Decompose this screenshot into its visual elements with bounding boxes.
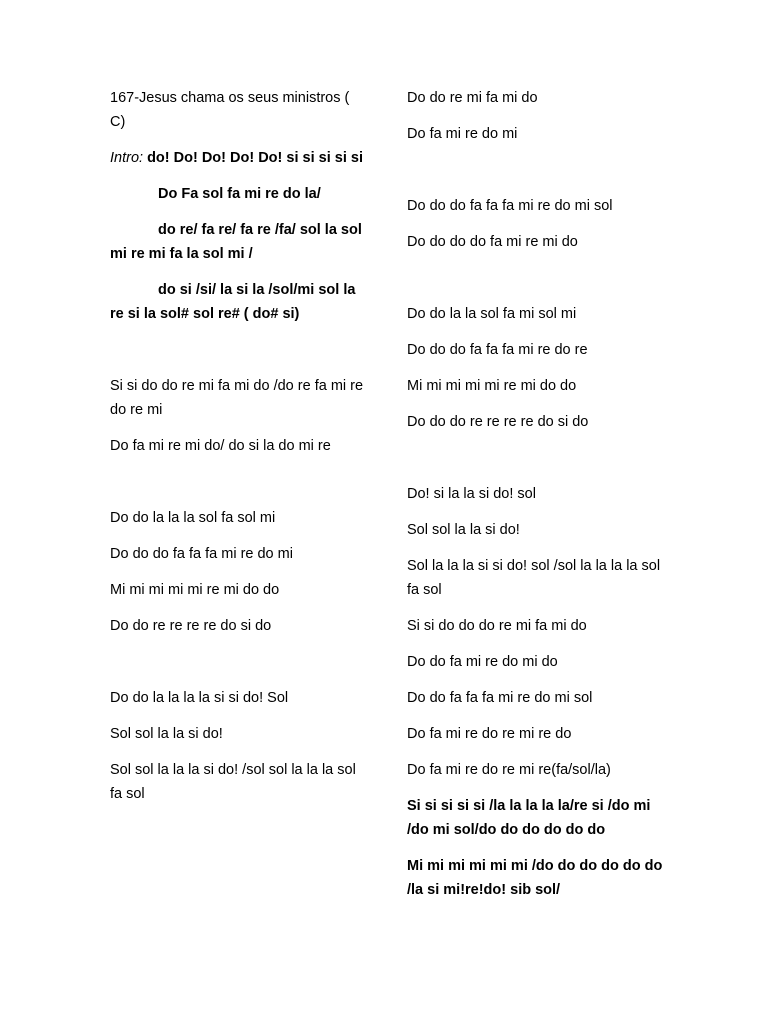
notation-line: Do do la la la sol fa sol mi [110,510,276,526]
notation-line: do re/ fa re/ fa re /fa/ sol la sol mi re mi fa la sol mi / [110,222,362,262]
notation-line: Do do la la la la si si do! Sol [110,690,289,706]
notation-line: Do do re re re re do si do [110,618,272,634]
notation-line: Sol sol la la si do! [110,726,223,742]
notation-line: Si si si si si /la la la la la/re si /do mi /do mi sol/do do do do do do [407,798,651,838]
notation-line: Do fa mi re do re mi re(fa/sol/la) [407,762,611,778]
intro-text: do! Do! Do! Do! Do! si si si si si [143,150,363,166]
notation-line: Mi mi mi mi mi re mi do do [110,582,280,598]
right-column [407,86,665,914]
notation-line: Do do fa mi re do mi do [407,654,558,670]
notation-line: Do do do re re re re do si do [407,414,589,430]
intro-label: Intro: [110,150,144,166]
notation-line: Mi mi mi mi mi re mi do do [407,378,577,394]
song-title: 167-Jesus chama os seus ministros ( C) [110,90,350,130]
notation-line: Sol sol la la la si do! /sol sol la la la sol fa sol [110,762,356,802]
notation-line: Do fa mi re do mi [407,126,518,142]
notation-line: Si si do do re mi fa mi do /do re fa mi re do re mi [110,378,364,418]
notation-line: Sol sol la la si do! [407,522,520,538]
intro-line [110,146,366,170]
notation-line: Do do do fa fa fa mi re do mi [110,546,293,562]
left-column [110,86,366,818]
notation-line: Do do do fa fa fa mi re do re [407,342,588,358]
notation-line: Do! si la la si do! sol [407,486,536,502]
notation-line: Mi mi mi mi mi mi /do do do do do do /la si mi!re!do! sib sol/ [407,858,663,898]
notation-line: Do do fa fa fa mi re do mi sol [407,690,593,706]
notation-line: Do fa mi re do re mi re do [407,726,572,742]
notation-line: Do fa mi re mi do/ do si la do mi re [110,438,331,454]
notation-line: Sol la la la si si do! sol /sol la la la la sol fa sol [407,558,661,598]
notation-line: Do do do fa fa fa mi re do mi sol [407,198,613,214]
notation-line: Do Fa sol fa mi re do la/ [158,186,321,202]
notation-line: Do do re mi fa mi do [407,90,538,106]
notation-line: Do do do do fa mi re mi do [407,234,578,250]
notation-line: do si /si/ la si la /sol/mi sol la re si la sol# sol re# ( do# si) [110,282,356,322]
notation-line: Do do la la sol fa mi sol mi [407,306,577,322]
notation-line: Si si do do do re mi fa mi do [407,618,587,634]
